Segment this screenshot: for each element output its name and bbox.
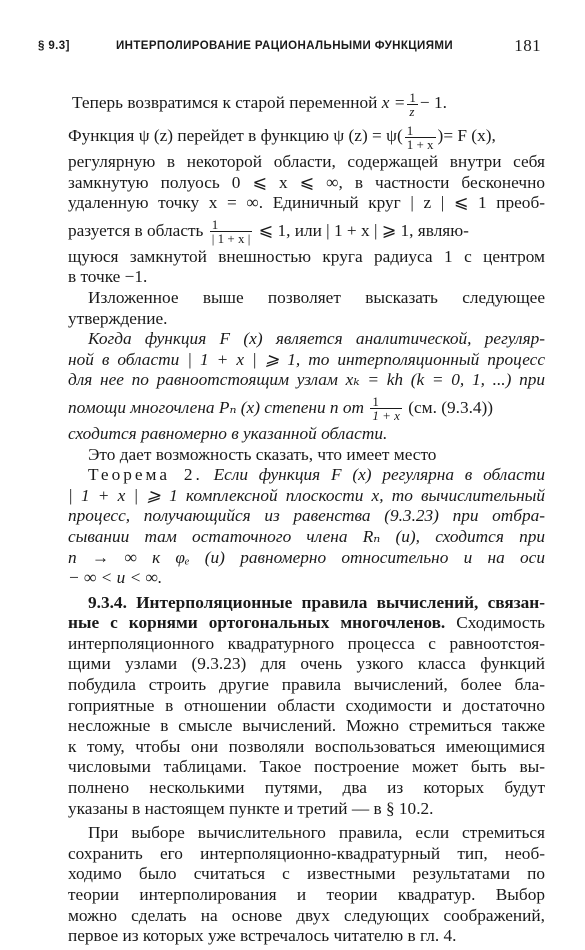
text-line: побудила строить другие правила вычислений, более бла- <box>68 675 545 695</box>
text-line: Функция ψ (z) перейдет в функцию ψ (z) = ψ( $\frac{1}{1 + x}$ )= F (x), <box>68 122 496 152</box>
text-line: разуется в область $\frac{1}{| 1 + x |}$ ⩽ 1, или | 1 + x | ⩾ 1, являю- <box>68 217 469 247</box>
text-line: сохранить его интерполяционно-квадратурный тип, необ- <box>68 843 545 863</box>
text-line: При выборе вычислительного правила, если стремиться <box>88 823 545 843</box>
text-line: утверждение. <box>68 308 168 328</box>
text-line: регулярную в некоторой области, содержащей внутри себя <box>68 152 545 171</box>
page-body <box>68 86 545 947</box>
text-line: интерполяционного квадратурного процесса с равноотстоя- <box>68 633 545 653</box>
text-line: − ∞ < u < ∞. <box>68 568 163 588</box>
text-line: указаны в настоящем пункте и третий — в § 10.2. <box>68 798 434 818</box>
text-line: числовыми таблицами. Такое построение может быть вы- <box>68 757 545 777</box>
text-line: Это дает возможность сказать, что имеет место <box>88 444 437 464</box>
text-line: процесс, получающийся из равенства (9.3.23) при отбра- <box>68 506 545 526</box>
text-line: можно сделать на основе двух следующих соображений, <box>68 905 545 925</box>
text-line: щими узлами (9.3.23) для очень узкого класса функций <box>68 654 545 674</box>
running-header <box>38 38 545 58</box>
text-line: теории интерполирования и теории квадратур. Выбор <box>68 885 545 904</box>
fraction: $\frac{1}{z}$ <box>409 89 416 119</box>
text-line: первое из которых уже встречалось читателю в гл. 4. <box>68 926 457 946</box>
text-line: ходимо было считаться с известными результатами по <box>68 864 545 884</box>
header-section: § 9.3] <box>38 40 70 52</box>
text-line: к тому, чтобы они позволяли воспользоваться имеющимися <box>68 736 545 756</box>
text-line: Изложенное выше позволяет высказать следующее <box>88 287 545 307</box>
text-line: гоприятные в отношении области сходимости и достаточно <box>68 695 545 715</box>
text-line: n → ∞ к φₑ (u) равномерно относительно и на оси <box>68 547 545 567</box>
fraction: $\frac{1}{| 1 + x |}$ <box>211 217 251 247</box>
text-line: для нее по равноотстоящим узлам xₖ = kh (k = 0, 1, ...) при <box>68 370 545 390</box>
fraction: $\frac{1}{1 + x}$ <box>406 122 434 152</box>
subsection-heading: 9.3.4. Интерполяционные правила вычислений, связан- <box>88 592 545 612</box>
text-line: полнено несколькими путями, два из которых будут <box>68 778 545 798</box>
text-line: Теперь возвратимся к старой переменной x = $\frac{1}{z}$ − 1. <box>72 89 447 119</box>
text-line: ные с корнями ортогональных многочленов. Сходимость <box>68 613 546 633</box>
text-line: несложные в смысле вычислений. Можно стремиться также <box>68 716 545 736</box>
text-line: ной в области | 1 + x | ⩾ 1, то интерполяционный процесс <box>68 349 545 369</box>
theorem-line: Теорема 2. Если функция F (x) регулярна в области <box>88 465 545 485</box>
text-line: замкнутую полуось 0 ⩽ x ⩽ ∞, в частности бесконечно <box>68 172 545 192</box>
text-line: щуюся замкнутой внешностью круга радиуса 1 с центром <box>68 246 545 266</box>
text-line: помощи многочлена Pₙ (x) степени n от $\frac{1}{1 + x}$ (см. (9.3.4)) <box>68 394 494 424</box>
text-line: | 1 + x | ⩾ 1 комплексной плоскости x, то вычислительный <box>68 485 545 505</box>
page-number: 181 <box>514 36 541 55</box>
header-title: ИНТЕРПОЛИРОВАНИЕ РАЦИОНАЛЬНЫМИ ФУНКЦИЯМИ <box>116 40 454 52</box>
text-line: Когда функция F (x) является аналитической, регуляр- <box>88 329 545 349</box>
fraction: $\frac{1}{1 + x}$ <box>372 394 400 424</box>
text-line: удаленную точку x = ∞. Единичный круг | z | ⩽ 1 преоб- <box>68 193 545 213</box>
text-line: в точке −1. <box>68 267 148 287</box>
text-line: сходится равномерно в указанной области. <box>68 423 388 443</box>
text-line: сывании там остаточного члена Rₙ (u), сходится при <box>68 526 545 546</box>
